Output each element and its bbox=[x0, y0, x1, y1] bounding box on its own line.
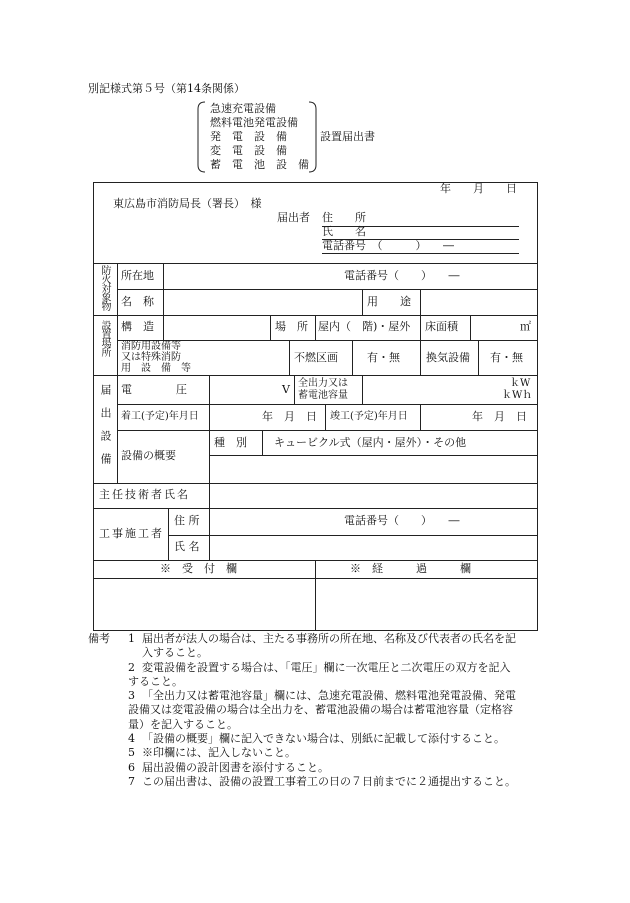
output-label-2: 蓄電池容量 bbox=[298, 390, 348, 401]
title-option: 発 電 設 備 bbox=[210, 130, 287, 143]
place-label: 場 所 bbox=[275, 320, 308, 333]
end-date-field[interactable]: 年 月 日 bbox=[472, 410, 527, 423]
contractor-address-label: 住 所 bbox=[174, 514, 200, 527]
target-group-label: 防火対象物 bbox=[99, 265, 110, 310]
ventilation-choice[interactable]: 有・無 bbox=[490, 351, 523, 364]
type-label: 種 別 bbox=[214, 436, 247, 449]
end-date-label: 竣工(予定)年月日 bbox=[330, 411, 408, 422]
remark-item: この届出書は、設備の設置工事着工の日の７日前までに２通提出すること。 bbox=[142, 774, 516, 788]
use-label: 用 途 bbox=[367, 295, 411, 308]
place-value[interactable]: 屋内（ 階)・屋外 bbox=[318, 320, 411, 333]
reception-label: ※ 受 付 欄 bbox=[160, 562, 237, 575]
title-option: 蓄 電 池 設 備 bbox=[210, 158, 309, 171]
equip-label-1: 消防用設備等 bbox=[121, 341, 181, 352]
addressee: 東広島市消防局長（署長） 様 bbox=[113, 197, 262, 210]
notifier-label: 届出者 bbox=[277, 211, 310, 224]
title-suffix: 設置届出書 bbox=[320, 130, 375, 143]
target-name-label: 名 称 bbox=[121, 295, 154, 308]
remark-item: すること。 bbox=[128, 674, 183, 688]
form-id: 別記様式第５号（第14条関係） bbox=[88, 82, 245, 95]
voltage-unit: V bbox=[282, 383, 290, 396]
title-option: 燃料電池発電設備 bbox=[210, 116, 298, 129]
remarks-label: 備考 bbox=[88, 632, 110, 645]
remark-item: 届出設備の設計図書を添付すること。 bbox=[142, 760, 329, 774]
voltage-label: 電 圧 bbox=[121, 383, 187, 396]
contractor-name-label: 氏 名 bbox=[174, 540, 200, 553]
target-phone-field[interactable]: 電話番号（ ） ― bbox=[344, 269, 460, 282]
remark-item: 設備又は変電設備の場合は全出力を、蓄電池設備の場合は蓄電池容量（定格容 bbox=[128, 703, 513, 717]
start-date-label: 着工(予定)年月日 bbox=[121, 411, 199, 422]
contractor-phone-field[interactable]: 電話番号（ ） ― bbox=[344, 514, 460, 527]
install-group-label: 設置場所 bbox=[99, 320, 110, 356]
structure-label: 構 造 bbox=[121, 320, 154, 333]
notifier-address-field[interactable]: 住 所 bbox=[322, 211, 366, 224]
title-option: 変 電 設 備 bbox=[210, 144, 287, 157]
location-label: 所在地 bbox=[121, 269, 154, 282]
fireproof-label: 不燃区画 bbox=[294, 351, 338, 364]
output-label-1: 全出力又は bbox=[298, 378, 348, 389]
engineer-label: 主任技術者氏名 bbox=[99, 488, 190, 501]
equipment-group-label: 届出設備 bbox=[99, 384, 112, 476]
remark-item: 「全出力又は蓄電池容量」欄には、急速充電設備、燃料電池発電設備、発電 bbox=[142, 689, 516, 703]
remark-item: 変電設備を設置する場合は、「電圧」欄に一次電圧と二次電圧の双方を記入 bbox=[142, 660, 511, 674]
overview-label: 設備の概要 bbox=[121, 449, 176, 462]
floor-area-unit: ㎡ bbox=[520, 320, 531, 333]
remark-item: 届出者が法人の場合は、主たる事務所の所在地、名称及び代表者の氏名を記 bbox=[142, 632, 516, 645]
remark-item: ※印欄には、記入しないこと。 bbox=[142, 746, 296, 760]
title-option: 急速充電設備 bbox=[210, 102, 276, 115]
type-choice[interactable]: キュービクル式（屋内・屋外）・その他 bbox=[274, 436, 467, 449]
equip-label-2: 又は特殊消防 bbox=[121, 352, 181, 363]
remarks: 備考 1 届出者が法人の場合は、主たる事務所の所在地、名称及び代表者の氏名を記 入すること。 2 変電設備を設置する場合は、「電圧」欄に一次電圧と二次電圧の双方を記入 すること。 3 「全出力又は蓄電池容量」欄には、急速充電設備、燃料電池発電設備、発電 設備又は変電設備の場合は全出力を、蓄電池設備の場合は蓄電池容量（定格容 量）を記入すること。 4 「設備の概要」欄に記入できない場合は、別紙に記載して添付すること。 5 ※印欄には、記入しないこと。 6 届出設備の設計図書を添付すること。 7 この届出書は、設備の設置工事着工の日の７日前までに２通提出すること。 bbox=[88, 632, 516, 788]
ventilation-label: 換気設備 bbox=[426, 351, 470, 364]
fireproof-choice[interactable]: 有・無 bbox=[367, 351, 400, 364]
notifier-phone-field[interactable]: 電話番号 （ ） ― bbox=[322, 239, 454, 252]
equip-label-3: 用 設 備 等 bbox=[121, 363, 191, 374]
floor-area-label: 床面積 bbox=[425, 320, 458, 333]
remark-item: 量）を記入すること。 bbox=[128, 717, 238, 731]
remark-item: 「設備の概要」欄に記入できない場合は、別紙に記載して添付すること。 bbox=[142, 732, 505, 746]
unit-kw: ｋW bbox=[510, 378, 531, 389]
unit-kwh: ｋWｈ bbox=[502, 390, 533, 401]
notifier-name-field[interactable]: 氏 名 bbox=[322, 225, 366, 238]
contractor-label: 工事施工者 bbox=[99, 527, 164, 540]
progress-label: ※ 経 過 欄 bbox=[350, 562, 471, 575]
remark-item: 入すること。 bbox=[142, 646, 208, 660]
date-field[interactable]: 年 月 日 bbox=[440, 182, 517, 195]
start-date-field[interactable]: 年 月 日 bbox=[262, 410, 317, 423]
